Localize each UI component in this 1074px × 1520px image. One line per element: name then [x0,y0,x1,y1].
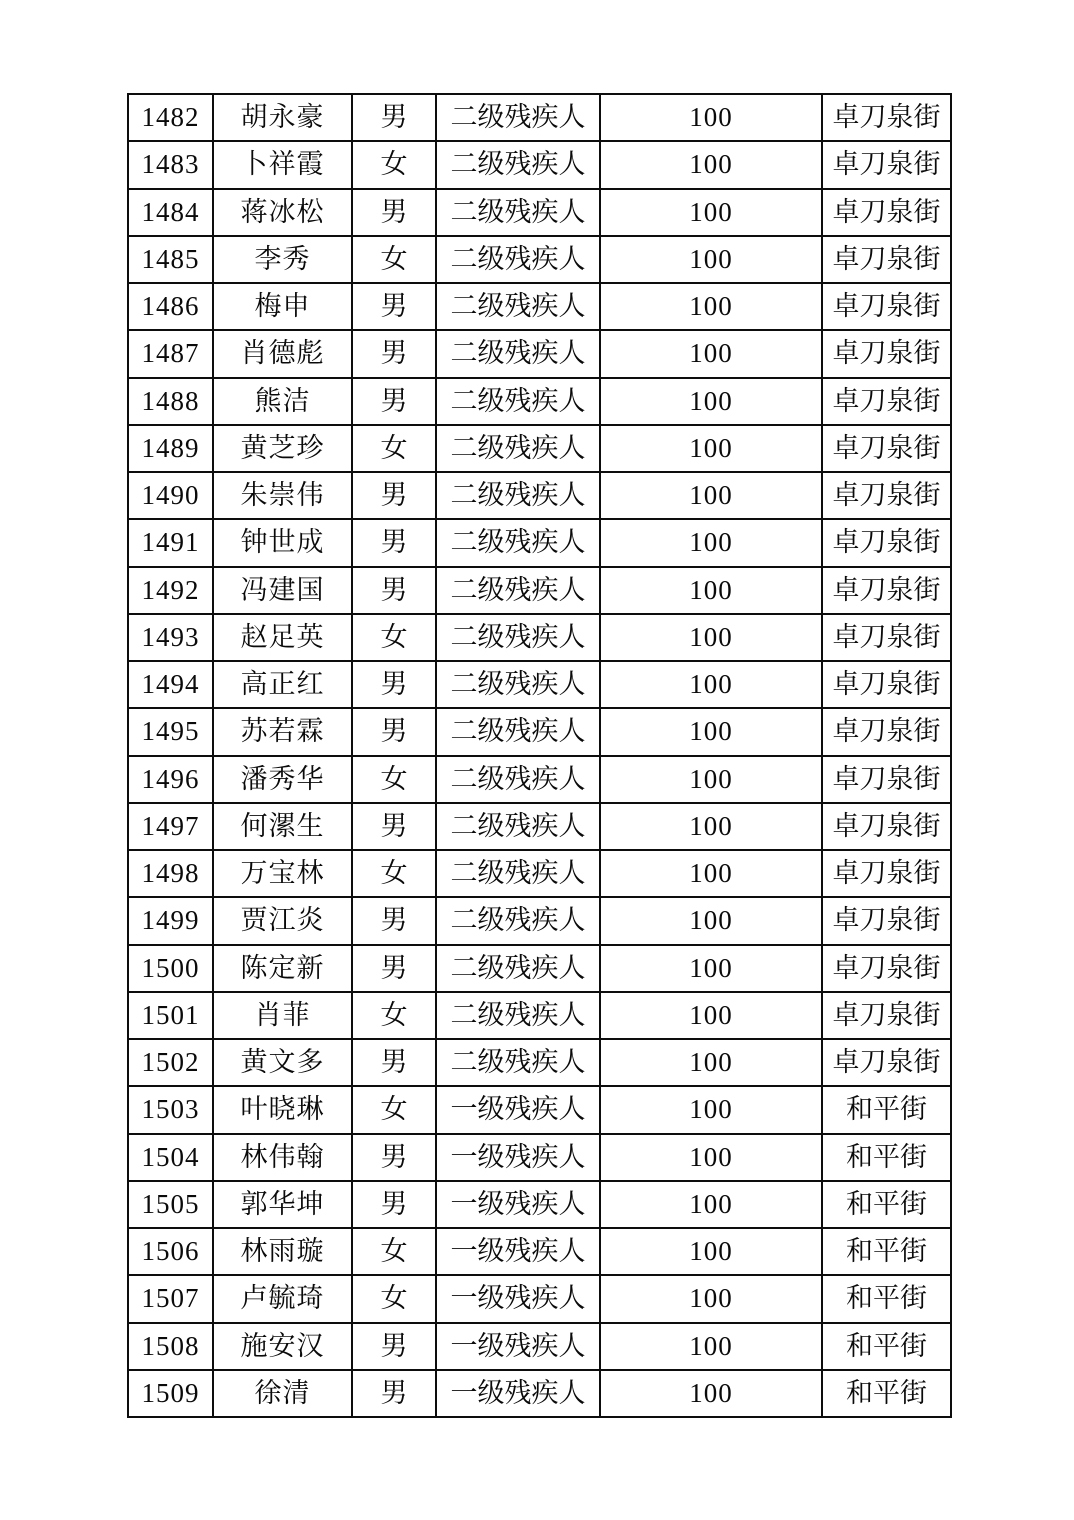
cell-seq: 1505 [128,1181,213,1228]
cell-name: 黄文多 [213,1039,352,1086]
cell-gender: 女 [352,1275,436,1322]
cell-amount: 100 [600,803,822,850]
cell-street: 卓刀泉街 [822,472,951,519]
cell-seq: 1504 [128,1134,213,1181]
cell-street: 卓刀泉街 [822,330,951,377]
cell-category: 二级残疾人 [436,378,600,425]
cell-seq: 1491 [128,519,213,566]
cell-gender: 男 [352,661,436,708]
cell-gender: 男 [352,1134,436,1181]
table-row [128,189,951,236]
cell-street: 卓刀泉街 [822,236,951,283]
cell-seq: 1501 [128,992,213,1039]
table-row [128,1181,951,1228]
cell-gender: 男 [352,1181,436,1228]
cell-gender: 女 [352,756,436,803]
cell-name: 钟世成 [213,519,352,566]
table-row [128,1228,951,1275]
cell-street: 卓刀泉街 [822,189,951,236]
table-row [128,850,951,897]
table-row [128,1323,951,1370]
table-row [128,708,951,755]
cell-seq: 1502 [128,1039,213,1086]
cell-street: 卓刀泉街 [822,141,951,188]
cell-category: 一级残疾人 [436,1275,600,1322]
cell-amount: 100 [600,708,822,755]
table-row [128,519,951,566]
cell-amount: 100 [600,189,822,236]
cell-seq: 1485 [128,236,213,283]
table-body [128,94,951,1417]
cell-amount: 100 [600,472,822,519]
cell-street: 和平街 [822,1275,951,1322]
cell-amount: 100 [600,1228,822,1275]
table-row [128,1134,951,1181]
cell-name: 卢毓琦 [213,1275,352,1322]
cell-name: 肖菲 [213,992,352,1039]
cell-amount: 100 [600,1039,822,1086]
cell-amount: 100 [600,141,822,188]
cell-amount: 100 [600,897,822,944]
cell-name: 林伟翰 [213,1134,352,1181]
cell-category: 一级残疾人 [436,1323,600,1370]
cell-category: 二级残疾人 [436,708,600,755]
cell-seq: 1507 [128,1275,213,1322]
cell-name: 何漯生 [213,803,352,850]
cell-gender: 男 [352,472,436,519]
cell-category: 二级残疾人 [436,945,600,992]
cell-seq: 1503 [128,1086,213,1133]
cell-gender: 女 [352,141,436,188]
table-row [128,661,951,708]
cell-gender: 男 [352,378,436,425]
cell-gender: 男 [352,1323,436,1370]
cell-category: 二级残疾人 [436,567,600,614]
cell-amount: 100 [600,1134,822,1181]
cell-category: 二级残疾人 [436,141,600,188]
table-row [128,141,951,188]
cell-name: 梅申 [213,283,352,330]
cell-seq: 1489 [128,425,213,472]
cell-street: 和平街 [822,1134,951,1181]
cell-name: 高正红 [213,661,352,708]
cell-category: 二级残疾人 [436,425,600,472]
cell-category: 二级残疾人 [436,661,600,708]
cell-seq: 1484 [128,189,213,236]
cell-name: 陈定新 [213,945,352,992]
cell-name: 朱崇伟 [213,472,352,519]
table-row [128,1086,951,1133]
cell-street: 卓刀泉街 [822,992,951,1039]
table-row [128,283,951,330]
cell-seq: 1492 [128,567,213,614]
cell-street: 卓刀泉街 [822,945,951,992]
table-row [128,1039,951,1086]
cell-gender: 男 [352,945,436,992]
table-row [128,992,951,1039]
cell-amount: 100 [600,992,822,1039]
cell-street: 卓刀泉街 [822,897,951,944]
cell-seq: 1497 [128,803,213,850]
cell-seq: 1488 [128,378,213,425]
cell-amount: 100 [600,519,822,566]
cell-category: 二级残疾人 [436,897,600,944]
cell-seq: 1496 [128,756,213,803]
cell-name: 施安汉 [213,1323,352,1370]
cell-gender: 女 [352,850,436,897]
cell-name: 贾江炎 [213,897,352,944]
table-row [128,897,951,944]
cell-seq: 1483 [128,141,213,188]
cell-amount: 100 [600,1275,822,1322]
table-row [128,1370,951,1417]
cell-name: 冯建国 [213,567,352,614]
cell-amount: 100 [600,425,822,472]
cell-name: 潘秀华 [213,756,352,803]
cell-seq: 1500 [128,945,213,992]
cell-amount: 100 [600,1323,822,1370]
cell-amount: 100 [600,1370,822,1417]
cell-name: 卜祥霞 [213,141,352,188]
cell-street: 卓刀泉街 [822,661,951,708]
cell-name: 郭华坤 [213,1181,352,1228]
cell-amount: 100 [600,94,822,141]
cell-amount: 100 [600,330,822,377]
cell-gender: 男 [352,519,436,566]
cell-seq: 1487 [128,330,213,377]
cell-seq: 1482 [128,94,213,141]
table-row [128,425,951,472]
cell-name: 胡永豪 [213,94,352,141]
cell-name: 蒋冰松 [213,189,352,236]
table-row [128,803,951,850]
cell-category: 二级残疾人 [436,236,600,283]
cell-gender: 男 [352,330,436,377]
table-row [128,330,951,377]
cell-street: 和平街 [822,1086,951,1133]
cell-category: 二级残疾人 [436,94,600,141]
cell-seq: 1490 [128,472,213,519]
cell-amount: 100 [600,1181,822,1228]
cell-amount: 100 [600,945,822,992]
cell-street: 卓刀泉街 [822,756,951,803]
cell-seq: 1495 [128,708,213,755]
cell-street: 和平街 [822,1370,951,1417]
cell-name: 黄芝珍 [213,425,352,472]
cell-amount: 100 [600,850,822,897]
cell-amount: 100 [600,614,822,661]
cell-gender: 男 [352,708,436,755]
cell-seq: 1508 [128,1323,213,1370]
cell-street: 卓刀泉街 [822,708,951,755]
cell-gender: 女 [352,1228,436,1275]
cell-amount: 100 [600,661,822,708]
cell-category: 二级残疾人 [436,614,600,661]
cell-gender: 男 [352,897,436,944]
cell-category: 二级残疾人 [436,803,600,850]
cell-category: 二级残疾人 [436,850,600,897]
cell-street: 卓刀泉街 [822,283,951,330]
table-row [128,756,951,803]
cell-amount: 100 [600,378,822,425]
cell-category: 二级残疾人 [436,472,600,519]
cell-name: 赵足英 [213,614,352,661]
cell-gender: 男 [352,1370,436,1417]
cell-name: 熊洁 [213,378,352,425]
cell-name: 苏若霖 [213,708,352,755]
cell-category: 一级残疾人 [436,1086,600,1133]
cell-street: 卓刀泉街 [822,614,951,661]
disability-subsidy-table [127,93,952,1418]
cell-category: 二级残疾人 [436,283,600,330]
cell-street: 和平街 [822,1228,951,1275]
cell-seq: 1506 [128,1228,213,1275]
cell-category: 二级残疾人 [436,330,600,377]
cell-amount: 100 [600,236,822,283]
table-row [128,94,951,141]
cell-street: 和平街 [822,1323,951,1370]
cell-seq: 1494 [128,661,213,708]
cell-category: 二级残疾人 [436,519,600,566]
cell-gender: 男 [352,567,436,614]
cell-street: 卓刀泉街 [822,803,951,850]
cell-street: 卓刀泉街 [822,567,951,614]
cell-street: 卓刀泉街 [822,519,951,566]
cell-name: 万宝林 [213,850,352,897]
cell-gender: 男 [352,94,436,141]
cell-gender: 男 [352,189,436,236]
table-row [128,945,951,992]
cell-gender: 男 [352,803,436,850]
cell-category: 一级残疾人 [436,1181,600,1228]
cell-category: 一级残疾人 [436,1134,600,1181]
cell-street: 卓刀泉街 [822,94,951,141]
cell-name: 徐清 [213,1370,352,1417]
cell-name: 肖德彪 [213,330,352,377]
cell-seq: 1493 [128,614,213,661]
cell-amount: 100 [600,1086,822,1133]
cell-name: 林雨璇 [213,1228,352,1275]
cell-seq: 1509 [128,1370,213,1417]
cell-street: 卓刀泉街 [822,850,951,897]
table-row [128,567,951,614]
cell-street: 卓刀泉街 [822,378,951,425]
cell-gender: 女 [352,236,436,283]
cell-category: 二级残疾人 [436,189,600,236]
cell-street: 卓刀泉街 [822,1039,951,1086]
table-row [128,236,951,283]
cell-category: 一级残疾人 [436,1228,600,1275]
cell-seq: 1498 [128,850,213,897]
cell-category: 二级残疾人 [436,756,600,803]
cell-category: 一级残疾人 [436,1370,600,1417]
cell-category: 二级残疾人 [436,992,600,1039]
cell-gender: 女 [352,425,436,472]
table-row [128,378,951,425]
table-row [128,472,951,519]
cell-gender: 男 [352,283,436,330]
cell-gender: 女 [352,614,436,661]
cell-seq: 1499 [128,897,213,944]
cell-gender: 女 [352,1086,436,1133]
cell-street: 和平街 [822,1181,951,1228]
cell-seq: 1486 [128,283,213,330]
cell-amount: 100 [600,756,822,803]
cell-category: 二级残疾人 [436,1039,600,1086]
cell-name: 叶晓琳 [213,1086,352,1133]
table-row [128,1275,951,1322]
cell-name: 李秀 [213,236,352,283]
cell-amount: 100 [600,567,822,614]
cell-gender: 男 [352,1039,436,1086]
cell-amount: 100 [600,283,822,330]
cell-street: 卓刀泉街 [822,425,951,472]
cell-gender: 女 [352,992,436,1039]
table-row [128,614,951,661]
